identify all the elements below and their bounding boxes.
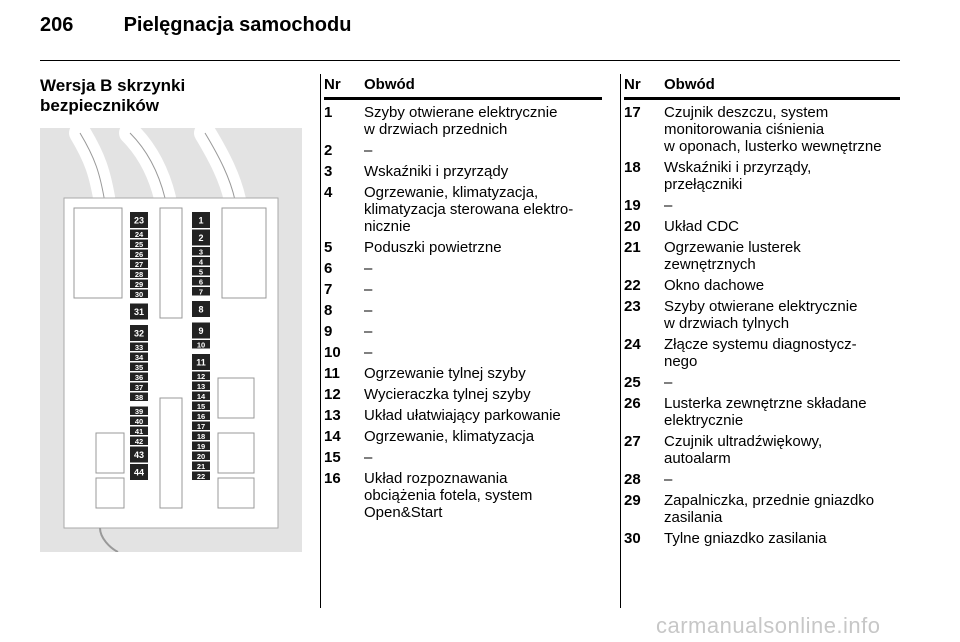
table-row: [624, 277, 900, 294]
table-row: [324, 449, 602, 466]
circuit-description: –: [364, 281, 373, 298]
fuse-label: 16: [196, 411, 206, 421]
circuit-description: –: [364, 142, 373, 159]
fuse-label: 13: [196, 381, 206, 391]
fuse-number: 10: [324, 344, 341, 361]
fuse-label: 39: [134, 406, 144, 416]
fuse-label: 9: [198, 326, 204, 336]
fuse-label: 44: [133, 467, 145, 478]
fuse-number: 30: [624, 530, 641, 547]
fuse-number: 26: [624, 395, 641, 412]
table-row: [624, 159, 900, 193]
circuit-description: Okno dachowe: [664, 277, 765, 294]
fuse-label: 30: [134, 289, 144, 299]
circuit-description: Lusterka zewnętrzne składane elektrycznie: [664, 395, 867, 429]
fuse-number: 14: [324, 428, 341, 445]
table-row: [324, 142, 602, 159]
fuse-number: 18: [624, 159, 641, 176]
fuse-label: 15: [196, 401, 206, 411]
fuse-label: 38: [134, 392, 144, 402]
fuse-label: 28: [134, 269, 144, 279]
circuit-description: Tylne gniazdko zasilania: [664, 530, 827, 547]
table-row: [324, 260, 602, 277]
fuse-label: 4: [198, 257, 204, 267]
fuse-label: 37: [134, 382, 144, 392]
circuit-description: Czujnik deszczu, system monitorowania ciśnienia w oponach, lusterko wewnętrzne: [664, 104, 882, 155]
header-nr: Nr: [324, 76, 341, 93]
fuse-number: 25: [624, 374, 641, 391]
fuse-label: 25: [134, 239, 144, 249]
fuse-number: 4: [324, 184, 333, 201]
circuit-description: Układ CDC: [664, 218, 740, 235]
fuse-label: 19: [196, 441, 206, 451]
fuse-number: 29: [624, 492, 641, 509]
table-row: [624, 471, 900, 488]
page-header: [40, 14, 351, 37]
table-row: [324, 407, 602, 424]
table-row: [324, 104, 602, 138]
fuse-table-left: [324, 76, 602, 521]
fuse-label: 18: [196, 431, 206, 441]
header-rule: [40, 60, 900, 61]
table-row: [324, 344, 602, 361]
table-row: [624, 395, 900, 429]
fuse-label: 27: [134, 259, 144, 269]
circuit-description: –: [664, 471, 673, 488]
circuit-description: Czujnik ultradźwiękowy, autoalarm: [664, 433, 823, 467]
table-row: [324, 239, 602, 256]
table-row: [324, 386, 602, 403]
circuit-description: –: [364, 260, 373, 277]
fuse-number: 27: [624, 433, 641, 450]
fuse-number: 19: [624, 197, 641, 214]
header-obwod: Obwód: [664, 76, 715, 93]
section-title: Wersja B skrzynki bezpieczników: [40, 76, 186, 115]
circuit-description: Zapalniczka, przednie gniazdko zasilania: [664, 492, 875, 526]
table-row: [624, 239, 900, 273]
table-row: [324, 365, 602, 382]
page-title: Pielęgnacja samochodu: [123, 14, 352, 36]
fuse-box-diagram: [40, 128, 302, 552]
fuse-label: 40: [134, 416, 144, 426]
table-row: [624, 530, 900, 547]
fuse-number: 9: [324, 323, 333, 340]
fuse-label: 31: [133, 307, 145, 317]
circuit-description: –: [664, 197, 673, 214]
fuse-label: 24: [134, 229, 144, 239]
table-row: [624, 433, 900, 467]
fuse-label: 10: [196, 340, 206, 350]
column-divider-1: [320, 74, 321, 608]
fuse-label: 41: [134, 426, 144, 436]
table-row: [324, 428, 602, 445]
header-nr: Nr: [624, 76, 641, 93]
fuse-number: 24: [624, 336, 641, 353]
circuit-description: Układ rozpoznawania obciążenia fotela, system Open&Start: [364, 470, 533, 521]
fuse-label: 34: [134, 352, 144, 362]
circuit-description: Ogrzewanie lusterek zewnętrznych: [664, 239, 801, 273]
table-row: [324, 281, 602, 298]
fuse-number: 20: [624, 218, 641, 235]
fuse-label: 42: [134, 436, 144, 446]
circuit-description: Szyby otwierane elektrycznie w drzwiach tylnych: [664, 298, 858, 332]
circuit-description: Poduszki powietrzne: [364, 239, 502, 256]
table-row: [324, 302, 602, 319]
table-header: [324, 76, 602, 100]
fuse-number: 12: [324, 386, 341, 403]
fuse-label: 23: [133, 215, 145, 226]
circuit-description: Wskaźniki i przyrządy, przełączniki: [664, 159, 812, 193]
fuse-label: 6: [198, 277, 204, 287]
fuse-number: 8: [324, 302, 333, 319]
table-row: [624, 492, 900, 526]
fuse-label: 12: [196, 371, 206, 381]
circuit-description: Złącze systemu diagnostycz- nego: [664, 336, 857, 370]
table-header: [624, 76, 900, 100]
fuse-label: 8: [198, 304, 204, 315]
circuit-description: Szyby otwierane elektrycznie w drzwiach przednich: [364, 104, 558, 138]
fuse-label: 26: [134, 249, 144, 259]
circuit-description: Układ ułatwiający parkowanie: [364, 407, 561, 424]
circuit-description: Ogrzewanie, klimatyzacja, klimatyzacja sterowana elektro- nicznie: [364, 184, 574, 235]
table-row: [324, 470, 602, 521]
fuse-number: 21: [624, 239, 641, 256]
circuit-description: –: [364, 323, 373, 340]
circuit-description: Ogrzewanie, klimatyzacja: [364, 428, 535, 445]
fuse-number: 17: [624, 104, 641, 121]
fuse-number: 3: [324, 163, 333, 180]
circuit-description: Wskaźniki i przyrządy: [364, 163, 509, 180]
fuse-label: 11: [196, 357, 206, 368]
fuse-table-right: [624, 76, 900, 547]
fuse-number: 6: [324, 260, 333, 277]
fuse-label: 5: [198, 267, 204, 277]
fuse-label: 1: [198, 215, 204, 226]
fuse-number: 15: [324, 449, 341, 466]
table-row: [324, 163, 602, 180]
fuse-number: 11: [324, 365, 340, 382]
table-row: [624, 218, 900, 235]
fuse-label: 33: [134, 342, 144, 352]
circuit-description: –: [664, 374, 673, 391]
circuit-description: Ogrzewanie tylnej szyby: [364, 365, 526, 382]
fuse-number: 23: [624, 298, 641, 315]
table-row: [624, 104, 900, 155]
fuse-number: 1: [324, 104, 333, 121]
fuse-label: 43: [133, 450, 145, 460]
fuse-label: 3: [198, 247, 204, 257]
watermark: carmanualsonline.info: [656, 613, 881, 638]
fuse-label: 36: [134, 372, 144, 382]
fuse-number: 13: [324, 407, 341, 424]
table-row: [624, 374, 900, 391]
fuse-number: 2: [324, 142, 333, 159]
circuit-description: –: [364, 344, 373, 361]
fuse-label: 2: [198, 233, 204, 243]
fuse-number: 5: [324, 239, 333, 256]
fuse-label: 20: [196, 451, 206, 461]
fuse-number: 28: [624, 471, 641, 488]
circuit-description: –: [364, 449, 373, 466]
table-row: [624, 298, 900, 332]
table-row: [324, 184, 602, 235]
fuse-label: 14: [196, 391, 206, 401]
column-divider-2: [620, 74, 621, 608]
fuse-label: 7: [198, 287, 204, 297]
fuse-label: 32: [133, 328, 145, 339]
table-row: [624, 197, 900, 214]
header-obwod: Obwód: [364, 76, 415, 93]
fuse-label: 21: [196, 461, 206, 471]
fuse-label: 17: [196, 421, 206, 431]
fuse-label: 22: [196, 471, 206, 481]
fuse-number: 22: [624, 277, 641, 294]
page-number: 206: [40, 14, 74, 36]
fuse-number: 16: [324, 470, 341, 487]
fuse-number: 7: [324, 281, 333, 298]
circuit-description: Wycieraczka tylnej szyby: [364, 386, 531, 403]
table-row: [324, 323, 602, 340]
circuit-description: –: [364, 302, 373, 319]
fuse-label: 29: [134, 279, 144, 289]
fuse-label: 35: [134, 362, 144, 372]
table-row: [624, 336, 900, 370]
